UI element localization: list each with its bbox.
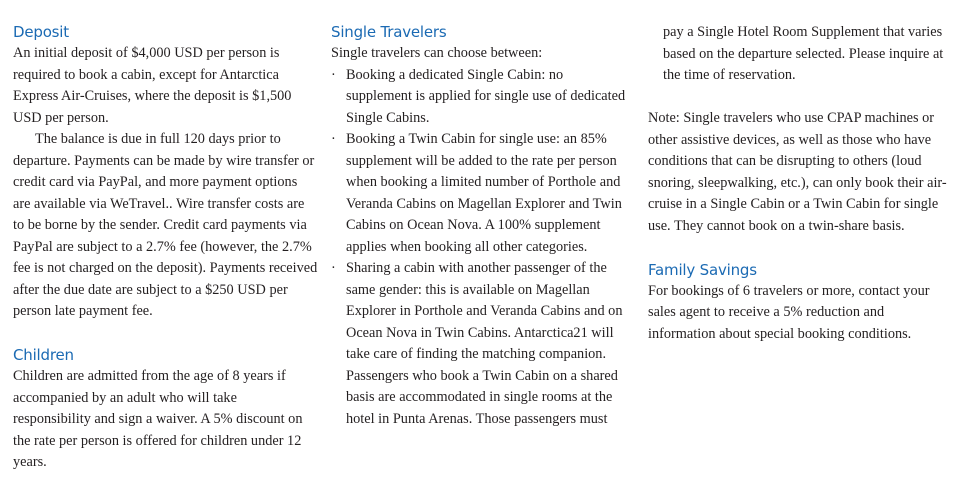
column-left <box>13 21 318 474</box>
section-gap <box>648 237 948 259</box>
list-item <box>331 65 631 130</box>
list-item-text: Booking a dedicated Single Cabin: no supplement is applied for single use of dedicated Single Cabins. <box>346 66 626 126</box>
section-gap <box>13 323 318 345</box>
single-travelers-options-list <box>331 65 631 431</box>
single-travelers-note: Note: Single travelers who use CPAP machines or other assistive devices, as well as those who have conditions that can be disrupting to others (loud snoring, sleepwalking, etc.), can only book their air-cruise in a Single Cabin or a Twin Cabin for single use. They cannot book on a twin-share basis. <box>648 110 947 234</box>
list-item <box>331 129 631 258</box>
column-right <box>648 22 948 345</box>
bullet-icon: · <box>331 131 336 147</box>
list-item <box>331 258 631 430</box>
deposit-heading: Deposit <box>13 23 69 41</box>
section-gap <box>648 87 948 109</box>
children-paragraph: Children are admitted from the age of 8 years if accompanied by an adult who will take responsibility and sign a waiver. A 5% discount on the rate per person is offered for children under 12 years. <box>13 368 303 470</box>
list-item-text: Sharing a cabin with another passenger of the same gender: this is available on Magellan Explorer in Porthole and Veranda Cabins and on Ocean Nova in Twin Cabins. Antarctica21 will take care of finding the matching companion. Passengers who book a Twin Cabin on a shared basis are accommodated in single rooms at the hotel in Punta Arenas. Those passengers must <box>346 260 623 427</box>
children-heading: Children <box>13 346 74 364</box>
deposit-paragraph-2: The balance is due in full 120 days prior to departure. Payments can be made by wire transfer or credit card via PayPal, and more payment options are available via WeTravel.. Wire transfer costs are to be borne by the sender. Credit card payments via PayPal are subject to a 2.7% fee (however, the 2.7% fee is not charged on the deposit). Payments received after the due date are subject to a $250 USD per person late payment fee. <box>13 131 318 319</box>
bullet-icon: · <box>331 260 336 276</box>
single-travelers-heading: Single Travelers <box>331 23 447 41</box>
family-savings-paragraph: For bookings of 6 travelers or more, contact your sales agent to receive a 5% reduction and information about special booking conditions. <box>648 282 930 342</box>
column-middle <box>331 21 631 430</box>
family-savings-heading: Family Savings <box>648 260 757 279</box>
deposit-paragraph-1: An initial deposit of $4,000 USD per person is required to book a cabin, except for Antarctica Express Air-Cruises, where the deposit is $1,500 USD per person. <box>13 45 292 126</box>
single-travelers-continuation: pay a Single Hotel Room Supplement that varies based on the departure selected. Please inquire at the time of reservation. <box>663 24 944 83</box>
single-travelers-intro: Single travelers can choose between: <box>331 45 543 61</box>
bullet-icon: · <box>331 66 336 83</box>
list-item-text: Booking a Twin Cabin for single use: an 85% supplement will be added to the rate per person when booking a limited number of Porthole and Veranda Cabins on Magellan Explorer and Twin Cabins on Ocean Nova. A 100% supplement applies when booking all other categories. <box>346 131 622 255</box>
